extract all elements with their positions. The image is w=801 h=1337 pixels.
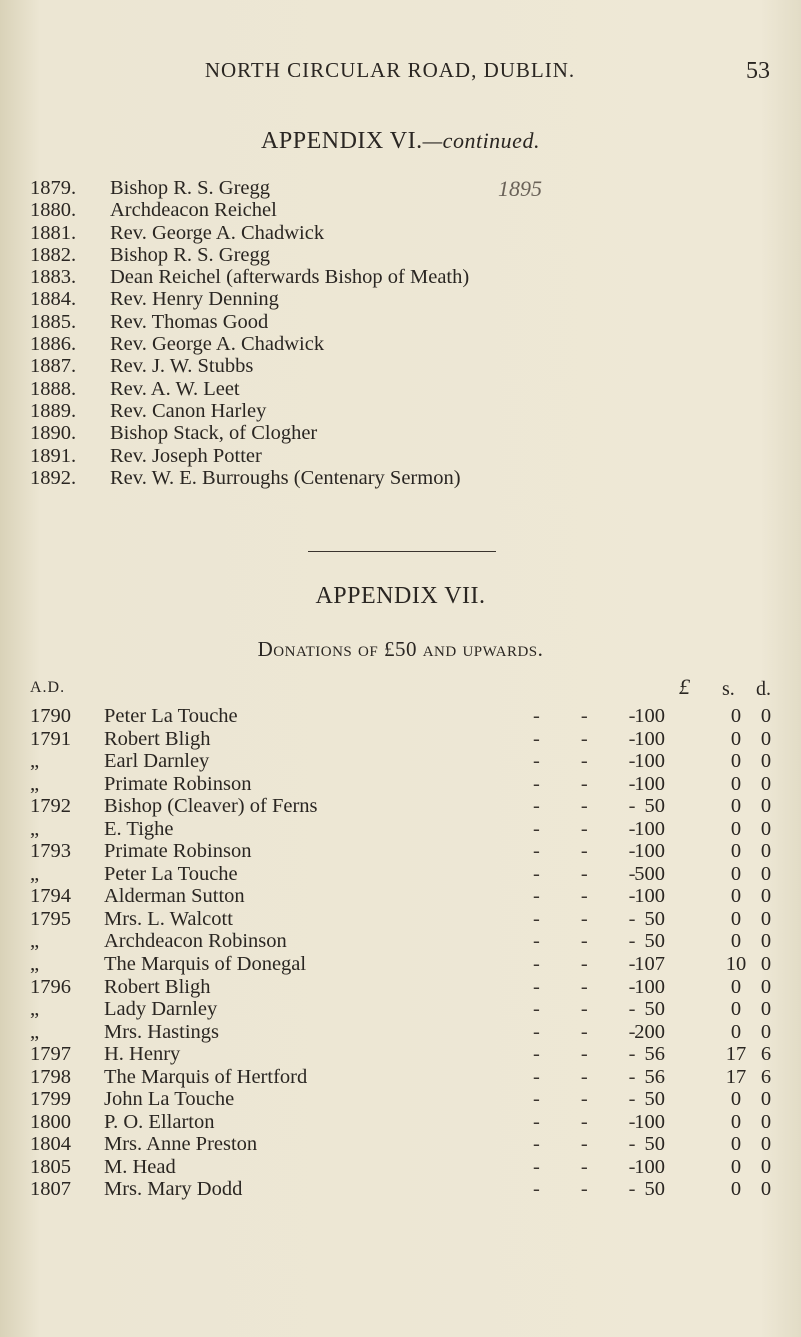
donation-pence: 0 <box>760 727 772 750</box>
donation-donor: Robert Bligh <box>104 727 211 750</box>
donation-pounds: 100 <box>634 727 665 750</box>
donation-row <box>0 750 801 773</box>
subtitle-prefix: Donations of <box>257 637 384 661</box>
donation-row <box>0 863 801 886</box>
donation-pence: 0 <box>760 840 772 863</box>
donation-year: „ <box>30 750 40 773</box>
donation-shillings: 0 <box>730 1133 742 1156</box>
donation-pence: 0 <box>760 705 772 727</box>
sermon-year: 1883. <box>30 266 77 289</box>
donation-pounds: 200 <box>634 1020 665 1043</box>
sermon-item <box>30 266 469 288</box>
donation-shillings: 0 <box>730 1020 742 1043</box>
sermon-preacher: Rev. Joseph Potter <box>110 444 262 467</box>
sermon-preacher: Rev. Henry Denning <box>110 288 279 311</box>
donation-donor: Peter La Touche <box>104 862 238 885</box>
donation-pounds: 500 <box>634 862 665 885</box>
donation-row <box>0 1021 801 1044</box>
leader-dashes: - - - <box>533 1178 636 1201</box>
donation-pounds: 100 <box>634 1155 665 1178</box>
subtitle-suffix: and upwards. <box>416 637 544 661</box>
sermon-year: 1887. <box>30 355 77 378</box>
sermon-preacher: Rev. Canon Harley <box>110 399 267 422</box>
sermon-year: 1892. <box>30 466 77 489</box>
donation-donor: Mrs. Hastings <box>104 1020 220 1043</box>
sermon-item <box>30 177 469 199</box>
donation-pounds: 107 <box>634 953 665 976</box>
donation-shillings: 0 <box>730 727 742 750</box>
donation-row <box>0 998 801 1021</box>
continued-label: —continued. <box>422 128 540 153</box>
donation-year: 1796 <box>30 975 71 998</box>
donation-pence: 6 <box>760 1043 772 1066</box>
donation-year: 1793 <box>30 840 71 863</box>
sermon-year: 1884. <box>30 288 77 311</box>
leader-dashes: - - - <box>533 862 636 885</box>
donation-pounds: 100 <box>634 817 665 840</box>
donation-year: 1792 <box>30 795 71 818</box>
sermon-year: 1889. <box>30 399 77 422</box>
donation-year: 1797 <box>30 1043 71 1066</box>
donation-row <box>0 908 801 931</box>
leader-dashes: - - - <box>533 1020 636 1043</box>
donation-pounds: 100 <box>634 975 665 998</box>
donation-year: „ <box>30 862 40 885</box>
donation-donor: Primate Robinson <box>104 840 252 863</box>
appendix-vi-title <box>0 128 801 155</box>
leader-dashes: - - - <box>533 1110 636 1133</box>
sermon-item <box>30 333 469 355</box>
donation-pence: 0 <box>760 1020 772 1043</box>
sermon-year: 1891. <box>30 444 77 467</box>
section-divider <box>308 551 496 552</box>
donation-donor: Earl Darnley <box>104 750 210 773</box>
donation-shillings: 0 <box>730 1110 742 1133</box>
leader-dashes: - - - <box>533 1133 636 1156</box>
sermon-item <box>30 422 469 444</box>
donation-row <box>0 1066 801 1089</box>
donation-pounds: 100 <box>634 750 665 773</box>
donation-year: „ <box>30 998 40 1021</box>
sermon-year: 1880. <box>30 199 77 222</box>
sermon-item <box>30 288 469 310</box>
donation-pounds: 50 <box>644 1133 665 1156</box>
leader-dashes: - - - <box>533 1088 636 1111</box>
donation-pence: 0 <box>760 1133 772 1156</box>
donation-row <box>0 728 801 751</box>
donation-year: 1800 <box>30 1110 71 1133</box>
page-number: 53 <box>746 58 770 84</box>
donation-pence: 0 <box>760 885 772 908</box>
donation-row <box>0 930 801 953</box>
column-header-pence: d. <box>756 678 771 700</box>
donation-shillings: 0 <box>730 885 742 908</box>
donation-pence: 0 <box>760 750 772 773</box>
donation-donor: Mrs. Anne Preston <box>104 1133 258 1156</box>
donation-year: 1794 <box>30 885 71 908</box>
sermon-list <box>30 177 469 489</box>
donation-row <box>0 1043 801 1066</box>
leader-dashes: - - - <box>533 1155 636 1178</box>
donation-pence: 0 <box>760 817 772 840</box>
sermon-year: 1881. <box>30 221 77 244</box>
donation-donor: Mrs. Mary Dodd <box>104 1178 243 1201</box>
donation-row <box>0 1178 801 1201</box>
donation-row <box>0 773 801 796</box>
donation-donor: John La Touche <box>104 1088 235 1111</box>
donation-pounds: 50 <box>644 930 665 953</box>
donation-pence: 0 <box>760 772 772 795</box>
sermon-preacher: Rev. Thomas Good <box>110 310 269 333</box>
donation-pence: 0 <box>760 907 772 930</box>
donation-shillings: 0 <box>730 930 742 953</box>
donation-donor: Robert Bligh <box>104 975 211 998</box>
sermon-preacher: Bishop Stack, of Clogher <box>110 422 318 445</box>
donation-pounds: 100 <box>634 772 665 795</box>
donation-pence: 0 <box>760 795 772 818</box>
donation-row <box>0 705 801 728</box>
donation-year: 1805 <box>30 1155 71 1178</box>
running-title: NORTH CIRCULAR ROAD, DUBLIN. <box>204 58 576 82</box>
donation-donor: Bishop (Cleaver) of Ferns <box>104 795 318 818</box>
leader-dashes: - - - <box>533 975 636 998</box>
donation-year: 1798 <box>30 1065 71 1088</box>
donation-shillings: 0 <box>730 862 742 885</box>
sermon-year: 1890. <box>30 422 77 445</box>
subtitle-amount: £50 <box>383 637 417 661</box>
donation-pence: 0 <box>760 1088 772 1111</box>
donation-shillings: 0 <box>730 1178 742 1201</box>
donation-pounds: 50 <box>644 907 665 930</box>
sermon-preacher: Rev. A. W. Leet <box>110 377 240 400</box>
sermon-item <box>30 222 469 244</box>
donation-pence: 0 <box>760 1110 772 1133</box>
donation-pounds: 50 <box>644 1178 665 1201</box>
donation-year: 1791 <box>30 727 71 750</box>
donation-pence: 0 <box>760 975 772 998</box>
donation-year: 1807 <box>30 1178 71 1201</box>
donation-pence: 0 <box>760 998 772 1021</box>
donation-pounds: 56 <box>644 1065 665 1088</box>
leader-dashes: - - - <box>533 817 636 840</box>
donation-year: 1799 <box>30 1088 71 1111</box>
leader-dashes: - - - <box>533 907 636 930</box>
sermon-preacher: Rev. W. E. Burroughs (Centenary Sermon) <box>110 466 461 489</box>
sermon-year: 1885. <box>30 310 77 333</box>
leader-dashes: - - - <box>533 930 636 953</box>
donation-shillings: 0 <box>730 1155 742 1178</box>
donation-row <box>0 953 801 976</box>
donation-year: 1804 <box>30 1133 71 1156</box>
leader-dashes: - - - <box>533 953 636 976</box>
donation-pounds: 50 <box>644 1088 665 1111</box>
donation-shillings: 0 <box>730 817 742 840</box>
sermon-item <box>30 199 469 221</box>
donation-row <box>0 976 801 999</box>
donation-table <box>0 705 801 1201</box>
column-header-pounds: £ <box>679 674 690 699</box>
sermon-year: 1886. <box>30 333 77 356</box>
donation-pence: 0 <box>760 1178 772 1201</box>
donation-pounds: 100 <box>634 1110 665 1133</box>
donation-donor: The Marquis of Hertford <box>104 1065 308 1088</box>
donation-shillings: 0 <box>730 975 742 998</box>
sermon-item <box>30 445 469 467</box>
sermon-preacher: Rev. George A. Chadwick <box>110 221 325 244</box>
donation-shillings: 10 <box>725 953 747 976</box>
donation-pounds: 50 <box>644 998 665 1021</box>
donation-donor: Peter La Touche <box>104 705 238 727</box>
sermon-preacher: Rev. George A. Chadwick <box>110 333 325 356</box>
donation-donor: The Marquis of Donegal <box>104 953 307 976</box>
donation-row <box>0 1133 801 1156</box>
donation-pounds: 100 <box>634 705 665 727</box>
donation-donor: H. Henry <box>104 1043 181 1066</box>
donation-year: „ <box>30 817 40 840</box>
appendix-vi-label: APPENDIX VI. <box>261 128 423 154</box>
donation-shillings: 0 <box>730 998 742 1021</box>
sermon-item <box>30 378 469 400</box>
donation-donor: Lady Darnley <box>104 998 218 1021</box>
donation-pence: 0 <box>760 953 772 976</box>
donation-pence: 0 <box>760 862 772 885</box>
donation-pence: 6 <box>760 1065 772 1088</box>
donation-donor: Primate Robinson <box>104 772 252 795</box>
donation-row <box>0 795 801 818</box>
donation-year: „ <box>30 1020 40 1043</box>
leader-dashes: - - - <box>533 705 636 727</box>
leader-dashes: - - - <box>533 1043 636 1066</box>
sermon-preacher: Bishop R. S. Gregg <box>110 177 271 199</box>
donation-pence: 0 <box>760 930 772 953</box>
donation-shillings: 17 <box>725 1065 747 1088</box>
leader-dashes: - - - <box>533 727 636 750</box>
leader-dashes: - - - <box>533 998 636 1021</box>
column-header-shillings: s. <box>722 678 735 700</box>
donation-year: „ <box>30 772 40 795</box>
sermon-item <box>30 311 469 333</box>
appendix-vii-subtitle <box>0 637 801 662</box>
donation-shillings: 0 <box>730 907 742 930</box>
donation-pence: 0 <box>760 1155 772 1178</box>
column-header-year: A.D. <box>30 679 66 696</box>
leader-dashes: - - - <box>533 750 636 773</box>
donation-shillings: 0 <box>730 750 742 773</box>
leader-dashes: - - - <box>533 772 636 795</box>
donation-pounds: 56 <box>644 1043 665 1066</box>
sermon-year: 1879. <box>30 177 77 199</box>
donation-year: 1790 <box>30 705 71 727</box>
donation-year: 1795 <box>30 907 71 930</box>
donation-shillings: 0 <box>730 772 742 795</box>
donation-row <box>0 885 801 908</box>
margin-annotation: 1895 <box>498 176 542 201</box>
donation-shillings: 0 <box>730 840 742 863</box>
donation-row <box>0 1156 801 1179</box>
donation-donor: Archdeacon Robinson <box>104 930 287 953</box>
sermon-preacher: Rev. J. W. Stubbs <box>110 355 254 378</box>
donation-row <box>0 1111 801 1134</box>
donation-row <box>0 840 801 863</box>
donation-donor: E. Tighe <box>104 817 174 840</box>
sermon-year: 1882. <box>30 243 77 266</box>
donation-donor: Mrs. L. Walcott <box>104 907 233 930</box>
donation-pounds: 100 <box>634 840 665 863</box>
donation-shillings: 0 <box>730 1088 742 1111</box>
sermon-item <box>30 355 469 377</box>
donation-shillings: 0 <box>730 795 742 818</box>
donation-pounds: 50 <box>644 795 665 818</box>
sermon-preacher: Bishop R. S. Gregg <box>110 243 271 266</box>
leader-dashes: - - - <box>533 795 636 818</box>
leader-dashes: - - - <box>533 885 636 908</box>
donation-donor: M. Head <box>104 1155 176 1178</box>
donation-donor: Alderman Sutton <box>104 885 245 908</box>
donation-pounds: 100 <box>634 885 665 908</box>
donation-shillings: 17 <box>725 1043 747 1066</box>
donation-year: „ <box>30 953 40 976</box>
leader-dashes: - - - <box>533 1065 636 1088</box>
sermon-item <box>30 467 469 489</box>
donation-year: „ <box>30 930 40 953</box>
sermon-preacher: Archdeacon Reichel <box>110 199 277 222</box>
sermon-preacher: Dean Reichel (afterwards Bishop of Meath) <box>110 266 470 289</box>
sermon-item <box>30 400 469 422</box>
donation-row <box>0 1088 801 1111</box>
donation-donor: P. O. Ellarton <box>104 1110 215 1133</box>
leader-dashes: - - - <box>533 840 636 863</box>
sermon-year: 1888. <box>30 377 77 400</box>
donation-row <box>0 818 801 841</box>
sermon-item <box>30 244 469 266</box>
appendix-vii-title: APPENDIX VII. <box>315 583 486 609</box>
donation-shillings: 0 <box>730 705 742 727</box>
